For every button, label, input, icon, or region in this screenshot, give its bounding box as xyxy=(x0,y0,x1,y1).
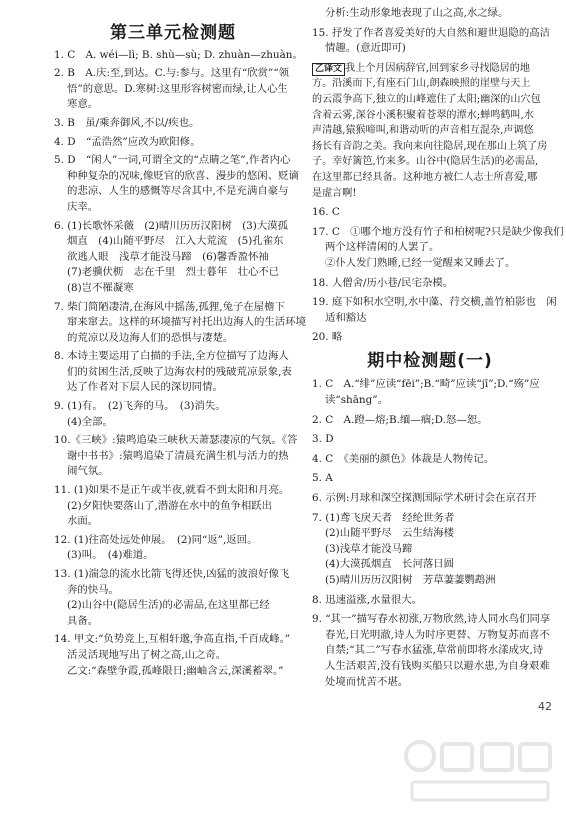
translation-line: 含着云雾,深谷小溪积聚着苍翠的潭水;蝉鸣鹤叫,水 xyxy=(312,109,534,121)
answer-item xyxy=(54,349,292,396)
answer-line: 分析:生动形象地表现了山之高,水之绿。 xyxy=(325,7,509,19)
answer-item xyxy=(54,567,292,629)
midterm-title: 期中检测题(一) xyxy=(367,350,493,371)
answer-item xyxy=(312,593,548,609)
answer-line: (7)老骥伏枥 志在千里 烈士暮年 壮心不已 xyxy=(67,266,280,279)
answer-line: 18. 人僧舍/历小巷/民宅杂模。 xyxy=(312,276,454,289)
answer-item xyxy=(312,6,548,22)
translation-text: 我上个月因病辞官,回到家乡寻找隐居的地 xyxy=(345,62,530,74)
answer-item xyxy=(312,377,548,408)
translation-line: 是虚言啊! xyxy=(312,187,357,199)
translation-line: 在这里都已经具备。这种地方被仁人志士所喜爱,哪 xyxy=(312,171,538,183)
answer-item xyxy=(312,26,551,57)
answer-line: 5. D “闲人”一词,可谓全文的“点睛之笔”,作者内心 xyxy=(54,154,291,167)
answer-line: 15. 抒发了作者喜爱美好的大自然和避世退隐的高洁 xyxy=(312,26,551,39)
answer-line: 12. (1)往高处远处伸展。 (2)同“返”,返回。 xyxy=(54,533,258,546)
answer-item xyxy=(54,48,303,64)
answer-line: 具备。 xyxy=(67,614,99,627)
left-answer-list xyxy=(54,48,306,680)
answer-item xyxy=(54,533,292,564)
answer-item xyxy=(54,153,299,215)
answer-item xyxy=(54,135,292,151)
answer-line: (4)大漠孤烟直 长河落日圆 xyxy=(325,558,455,571)
answer-item xyxy=(312,511,548,589)
answer-line: 1. C A. wéi—lì; B. shù—sù; D. zhuàn—zhuàn。 xyxy=(54,48,303,61)
right-top-list xyxy=(312,6,551,57)
right-answer-list xyxy=(312,205,564,346)
answer-line: 2. B A.庆:至,到达。C.与:参与。这里有“欣赏”“领 xyxy=(54,67,290,80)
answer-item xyxy=(312,295,557,326)
answer-item xyxy=(312,330,548,346)
answer-line: 16. C xyxy=(312,206,340,219)
answer-item xyxy=(312,452,548,468)
answer-item xyxy=(54,483,292,530)
answer-line: ②仆人发门熟睡,已经一觉醒来又睡去了。 xyxy=(325,256,516,269)
translation-line xyxy=(312,61,548,77)
answer-line: (4)全部。 xyxy=(67,415,113,428)
answer-item xyxy=(54,433,298,480)
midterm-answer-list xyxy=(312,377,551,690)
unit-title: 第三单元检测题 xyxy=(110,23,236,43)
answer-line: (3)叫。 (4)难道。 xyxy=(67,549,154,562)
answer-line: 烟直 (4)山随平野尽 江入大荒流 (5)孔雀东 xyxy=(67,235,284,248)
translation-line: 的云霞争高下,独立的山峰遮住了太阳;幽深的山穴包 xyxy=(312,93,541,105)
answer-item xyxy=(312,225,564,272)
answer-line: 6. (1)长歌怀采薇 (2)晴川历历汉阳树 (3)大漠孤 xyxy=(54,219,289,232)
answer-line: (2)山谷中(隐居生活)的必需品,在这里都已经 xyxy=(67,599,270,612)
answer-item xyxy=(54,66,292,113)
answer-item xyxy=(312,205,548,221)
answer-line: 人生活艰苦,没有钱购买船只以避水患,为自身艰难 xyxy=(325,659,550,672)
answer-item xyxy=(54,399,292,430)
answer-line: 1. C A.“绯”应读“fēi”;B.“畸”应读“jī”;D.“殇”应 xyxy=(312,378,540,391)
answer-line: 达了作者对下层人民的深切同情。 xyxy=(67,381,223,394)
answer-line: 2. C A.蹬—熔;B.缅—痼;D.怒—恕。 xyxy=(312,413,488,426)
answer-line: 活灵活现地写出了树之高,山之奇。 xyxy=(67,648,227,661)
answer-line: 20. 略 xyxy=(312,331,343,344)
answer-line: 悟”的意思。D.寒树:这里形容树密而绿,让人心生 xyxy=(67,82,288,95)
answer-item xyxy=(54,116,292,132)
answer-line: 8. 本诗主要运用了白描的手法,全方位描写了边海人 xyxy=(54,350,289,363)
answer-item xyxy=(312,471,548,487)
answer-item xyxy=(312,413,548,429)
answer-line: 4. C 《美丽的颜色》体裁是人物传记。 xyxy=(312,452,495,465)
answer-line: 7. (1)鸢飞戾天者 经纶世务者 xyxy=(312,511,455,524)
answer-line: (5)晴川历历汉阳树 芳草萋萋鹦鹉洲 xyxy=(325,574,496,586)
answer-line: 8. 迅速溢涨,水量很大。 xyxy=(312,593,423,606)
answer-line: 欲逃人眼 浅草才能没马蹄 (6)馨香盈怀袖 xyxy=(67,250,269,263)
answer-item xyxy=(54,300,306,347)
answer-line: 17. C ①哪个地方没有竹子和柏树呢?只是缺少像我们 xyxy=(312,225,564,238)
answer-line: 7. 柴门简陋凄清,在海风中摇荡,孤狸,兔子在屋檐下 xyxy=(54,300,285,313)
answer-line: 庆幸。 xyxy=(67,200,99,213)
answer-line: 两个这样清闲的人罢了。 xyxy=(325,241,440,254)
answer-line: 14. 甲文:“负势竞上,互相轩邈,争高直指,千百成峰。” xyxy=(54,633,291,646)
right-column xyxy=(312,0,564,694)
answer-line: 的悲凉、人生的感慨等尽含其中,不是充满自豪与 xyxy=(67,185,289,198)
answer-line: 谢中书书》:猿鸣追染了清晨充满生机与活力的热 xyxy=(67,449,289,462)
answer-item xyxy=(312,491,548,507)
translation-line: 扬长有音韵之美。我向来向往隐居,现在那山上筑了房 xyxy=(312,140,548,152)
answer-line: (8)岂不罹凝寒 xyxy=(67,281,134,294)
answer-line: 奔的快马。 xyxy=(67,583,119,596)
answer-line: 13. (1)湍急的流水比箭飞得还快,凶猛的波浪好像飞 xyxy=(54,568,290,580)
answer-line: 情趣。(意近即可) xyxy=(325,42,406,55)
answer-line: 水面。 xyxy=(67,515,99,528)
answer-line: 的荒凉以及边海人们的恐惧与凄楚。 xyxy=(67,331,234,344)
answer-line: 11. (1)如果不是正午或半夜,就看不到太阳和月亮。 xyxy=(54,484,290,497)
answer-line: 4. D “孟浩然”应改为欧阳修。 xyxy=(54,135,201,148)
answer-line: (3)浅草才能没马蹄 xyxy=(325,542,413,555)
answer-line: 6. 示例:月球和深空探测国际学术研讨会在京召开 xyxy=(312,492,537,505)
answer-line: 适和豁达 xyxy=(325,311,367,324)
answer-line: 自禁;“其二”写春水猛涨,草常前即将水漾成灾,诗 xyxy=(325,644,544,657)
answer-line: 19. 庭下如积水空明,水中藻、荇交横,盖竹柏影也 闲 xyxy=(312,296,557,309)
translation-box xyxy=(312,61,548,201)
answer-line: 10.《三峡》:猿鸣追染三峡秋天萧瑟凄凉的气氛。《答 xyxy=(54,434,298,447)
answer-line: 3. D xyxy=(312,433,334,446)
answer-line: 处境而忧苦不堪。 xyxy=(325,675,409,688)
answer-line: 窜来窜去。这样的环境描写衬托出边海人的生活环境 xyxy=(67,316,306,329)
translation-line: 声清越,猿猴啼叫,和谐动听的声音相互混杂,声调悠 xyxy=(312,125,534,137)
answer-line: 5. A xyxy=(312,472,333,485)
answer-line: 春光,日光明澈,诗人为时序更替、万物复苏而喜不 xyxy=(325,628,550,641)
page-number: 42 xyxy=(538,700,552,713)
answer-line: 3. B 虽/乘奔御风,不以/疾也。 xyxy=(54,116,200,129)
answer-item xyxy=(54,632,292,679)
translation-tag: 乙译文 xyxy=(312,63,345,76)
answer-line: 寒意。 xyxy=(67,98,99,111)
translation-line: 子。幸好篱笆,竹来多。山谷中(隐居生活)的必需品, xyxy=(312,156,539,168)
answer-item xyxy=(312,612,551,690)
answer-line: (2)夕阳快要落山了,潜游在水中的鱼争相跃出 xyxy=(67,499,273,512)
answer-line: 们的贫困生活,反映了边海农村的残破荒凉景象,表 xyxy=(67,365,292,378)
answer-item xyxy=(54,219,292,297)
answer-line: 9. (1)有。 (2)飞奔的马。 (3)消失。 xyxy=(54,400,226,413)
answer-item xyxy=(312,276,548,292)
answer-line: 读“shāng”。 xyxy=(325,394,388,407)
answer-item xyxy=(312,432,548,448)
answer-line: (2)山随平野尽 云生结海楼 xyxy=(325,527,455,540)
answer-line: 乙文:“森壁争霞,孤峰限日;幽岫含云,深溪蓄翠。” xyxy=(67,664,284,677)
answer-line: 种种复杂的况味,像贬官的欣喜、漫步的悠闲、贬谪 xyxy=(67,169,299,182)
watermark-logo-icon xyxy=(398,728,558,808)
translation-line: 方。沿溪而下,有座石门山,朗森映照的崖壁与天上 xyxy=(312,78,531,90)
answer-line: 9. “其一”描写春水初涨,万物欣然,诗人同水鸟们同享 xyxy=(312,613,551,626)
answer-line: 闹气氛。 xyxy=(67,465,109,478)
left-column xyxy=(54,0,306,682)
